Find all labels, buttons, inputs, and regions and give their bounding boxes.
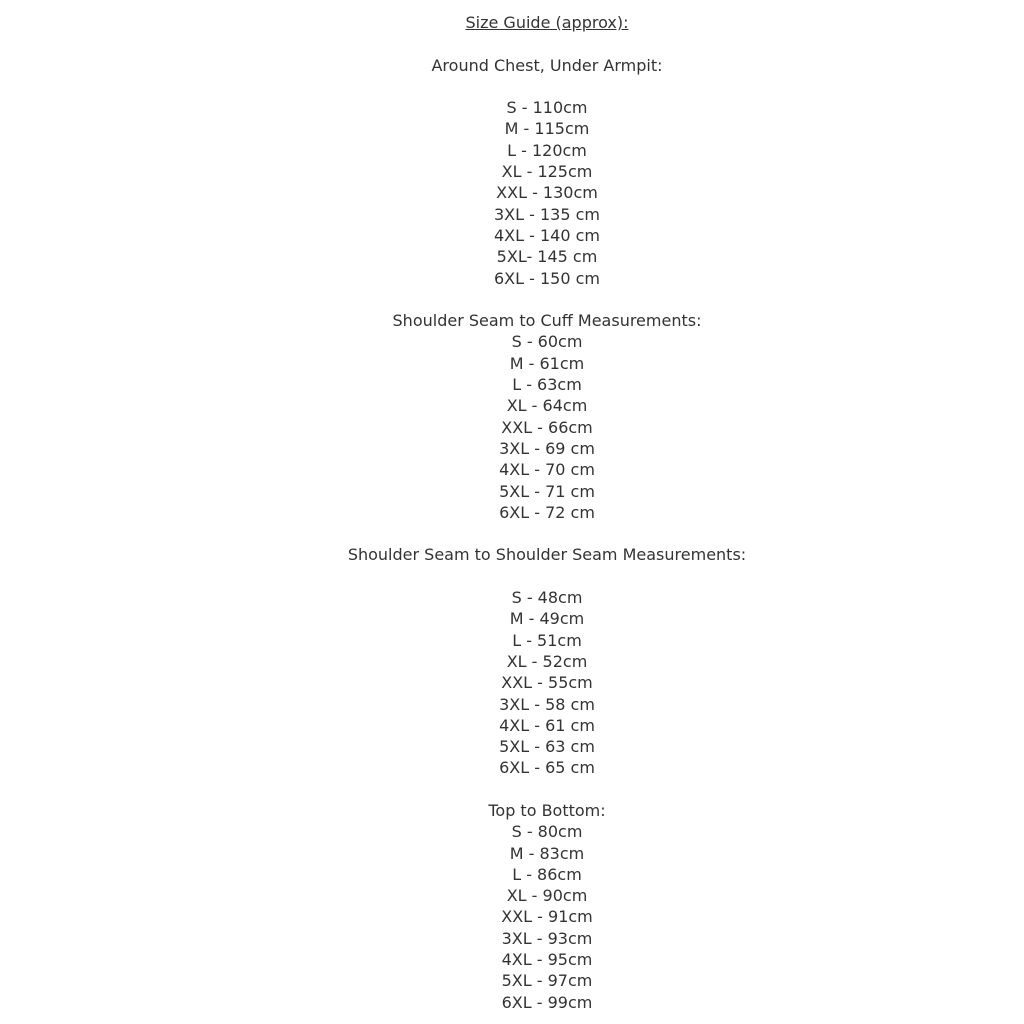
size-row: S - 110cm	[506, 98, 588, 118]
spacer	[70, 779, 1024, 800]
size-row: 6XL - 72 cm	[499, 502, 595, 522]
section-heading: Around Chest, Under Armpit:	[431, 55, 663, 75]
size-row: 4XL - 140 cm	[493, 225, 600, 245]
size-section	[70, 55, 1024, 289]
size-row: 3XL - 93cm	[501, 928, 593, 948]
size-row: L - 63cm	[512, 375, 582, 395]
size-row: 5XL- 145 cm	[496, 247, 598, 267]
size-row: L - 51cm	[512, 630, 582, 650]
size-row: 5XL - 63 cm	[499, 737, 595, 757]
size-row: M - 49cm	[509, 609, 585, 629]
size-row: M - 115cm	[504, 119, 590, 139]
size-row: 4XL - 95cm	[501, 950, 593, 970]
spacer	[70, 289, 1024, 310]
spacer	[70, 33, 1024, 54]
size-row: XL - 90cm	[506, 886, 588, 906]
size-row: XXL - 66cm	[501, 417, 593, 437]
size-row: 4XL - 61 cm	[499, 715, 595, 735]
size-row: M - 61cm	[509, 353, 585, 373]
section-heading: Shoulder Seam to Cuff Measurements:	[392, 311, 702, 331]
size-row: 3XL - 135 cm	[493, 204, 600, 224]
size-row: S - 48cm	[511, 588, 583, 608]
size-row: 4XL - 70 cm	[499, 460, 595, 480]
size-row: M - 83cm	[509, 843, 585, 863]
size-row: 5XL - 71 cm	[499, 481, 595, 501]
spacer	[70, 76, 1024, 97]
size-section	[70, 310, 1024, 523]
spacer	[70, 566, 1024, 587]
size-row: 6XL - 150 cm	[493, 268, 600, 288]
size-row: 6XL - 65 cm	[499, 758, 595, 778]
size-section	[70, 544, 1024, 778]
size-row: S - 60cm	[511, 332, 583, 352]
size-row: XXL - 91cm	[501, 907, 593, 927]
section-heading: Top to Bottom:	[488, 800, 606, 820]
section-heading: Shoulder Seam to Shoulder Seam Measurements:	[347, 545, 747, 565]
size-row: L - 120cm	[507, 140, 587, 160]
size-row: XXL - 130cm	[496, 183, 598, 203]
size-row: 6XL - 99cm	[501, 992, 593, 1012]
spacer	[70, 523, 1024, 544]
page-title: Size Guide (approx):	[465, 13, 629, 32]
size-row: 3XL - 58 cm	[499, 694, 595, 714]
size-row: XL - 125cm	[501, 162, 593, 182]
size-row: XL - 64cm	[506, 396, 588, 416]
size-row: S - 80cm	[511, 822, 583, 842]
size-row: 5XL - 97cm	[501, 971, 593, 991]
size-guide-sections	[70, 55, 1024, 1013]
size-row: XXL - 55cm	[501, 673, 593, 693]
size-row: XL - 52cm	[506, 651, 588, 671]
size-section	[70, 800, 1024, 1013]
size-row: 3XL - 69 cm	[499, 438, 595, 458]
size-row: L - 86cm	[512, 864, 582, 884]
